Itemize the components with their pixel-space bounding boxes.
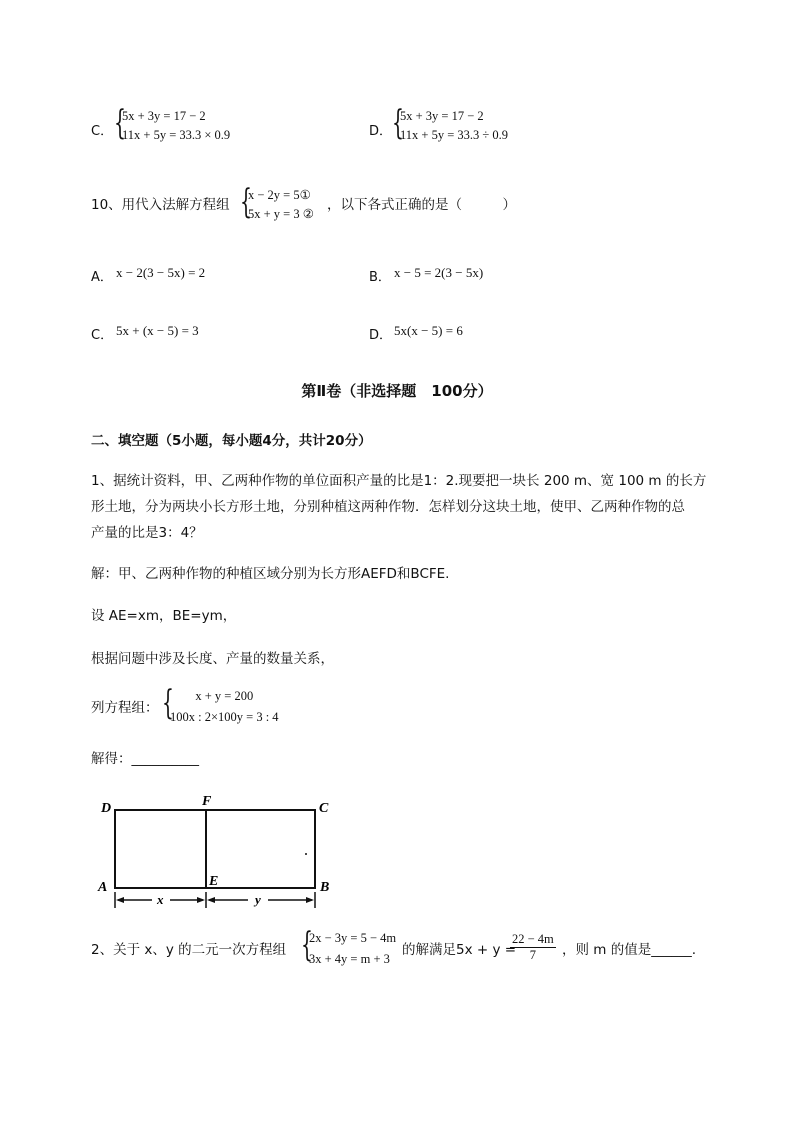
section2-heading: 二、填空题（5小题，每小题4分，共计20分） xyxy=(91,433,372,449)
q9-option-c-eq2: 11x + 5y = 33.3 × 0.9 xyxy=(122,128,231,142)
q10-option-b: x − 5 = 2(3 − 5x) xyxy=(394,265,484,280)
q10-suffix: ，以下各式正确的是（ ） xyxy=(327,197,516,213)
figure-label-c: C xyxy=(319,801,329,816)
fill2-fraction xyxy=(510,932,556,963)
q9-option-d-system xyxy=(392,103,508,144)
q10-option-c-label: C． xyxy=(91,328,114,343)
fill2-eq1: 2x − 3y = 5 − 4m xyxy=(309,931,397,945)
brace-icon: { xyxy=(114,103,126,143)
fill2-frac-numerator: 22 − 4m xyxy=(512,932,554,946)
q10-option-d: 5x(x − 5) = 6 xyxy=(394,323,463,338)
q9-option-c-label: C． xyxy=(91,124,114,139)
brace-icon: { xyxy=(240,182,252,222)
fill2-prefix: 2、关于 x、y 的二元一次方程组 xyxy=(91,942,287,958)
q10-option-b-label: B． xyxy=(369,270,391,285)
figure-label-a: A xyxy=(98,880,108,895)
q9-option-c-eq1: 5x + 3y = 17 − 2 xyxy=(122,109,206,123)
figure-label-y: y xyxy=(255,892,261,907)
q9-option-d-eq2: 11x + 5y = 33.3 ÷ 0.9 xyxy=(400,128,508,142)
q10-system xyxy=(240,182,314,223)
rectangle-figure xyxy=(90,792,350,912)
fill1-system-label: 列方程组： xyxy=(91,700,159,716)
fill1-line2: 形土地，分为两块小长方形土地，分别种植这两种作物．怎样划分这块土地，使甲、乙两种作物的总 xyxy=(91,499,685,515)
fill1-answer-blank: 解得：__________ xyxy=(91,751,199,767)
q10-option-a-label: A． xyxy=(91,270,113,285)
figure-label-e: E xyxy=(209,874,219,889)
q9-option-c-system xyxy=(114,103,231,144)
fill1-line1: 1、据统计资料，甲、乙两种作物的单位面积产量的比是1：2.现要把一块长 200 m、宽 100 m 的长方 xyxy=(91,473,707,489)
brace-icon: { xyxy=(392,103,404,143)
q10-eq2: 5x + y = 3 ② xyxy=(248,207,314,221)
fill2-mid: 的解满足5x + y = xyxy=(402,942,517,958)
q10-option-d-label: D． xyxy=(369,328,393,343)
fill1-let: 设 AE=xm，BE=ym， xyxy=(91,608,237,624)
brace-icon: { xyxy=(162,683,174,723)
figure-label-d: D xyxy=(101,801,112,816)
fill1-system-eq2: 100x : 2×100y = 3 : 4 xyxy=(170,710,279,724)
fill1-solution: 解：甲、乙两种作物的种植区域分别为长方形AEFD和BCFE. xyxy=(91,566,450,582)
fill1-system xyxy=(162,683,279,726)
q9-option-d-label: D． xyxy=(369,124,393,139)
fill1-system-eq1: x + y = 200 xyxy=(195,689,254,703)
fill2-suffix: ，则 m 的值是______. xyxy=(562,942,697,958)
q10-eq1: x − 2y = 5① xyxy=(248,188,311,202)
fill2-eq2: 3x + 4y = m + 3 xyxy=(309,952,390,966)
figure-label-b: B xyxy=(320,880,330,895)
fill2-system xyxy=(301,925,397,968)
figure-label-f: F xyxy=(202,794,212,809)
q10-option-a: x − 2(3 − 5x) = 2 xyxy=(116,265,206,280)
fill1-line3: 产量的比是3：4？ xyxy=(91,525,203,541)
part2-title: 第Ⅱ卷（非选择题 100分） xyxy=(301,382,493,400)
fill2-frac-denominator: 7 xyxy=(529,948,537,962)
q9-option-d-eq1: 5x + 3y = 17 − 2 xyxy=(400,109,484,123)
fill1-relation: 根据问题中涉及长度、产量的数量关系， xyxy=(91,651,334,667)
q10-prefix: 10、用代入法解方程组 xyxy=(91,197,230,213)
figure-label-x: x xyxy=(157,892,164,907)
brace-icon: { xyxy=(301,925,313,965)
q10-option-c: 5x + (x − 5) = 3 xyxy=(116,323,199,338)
